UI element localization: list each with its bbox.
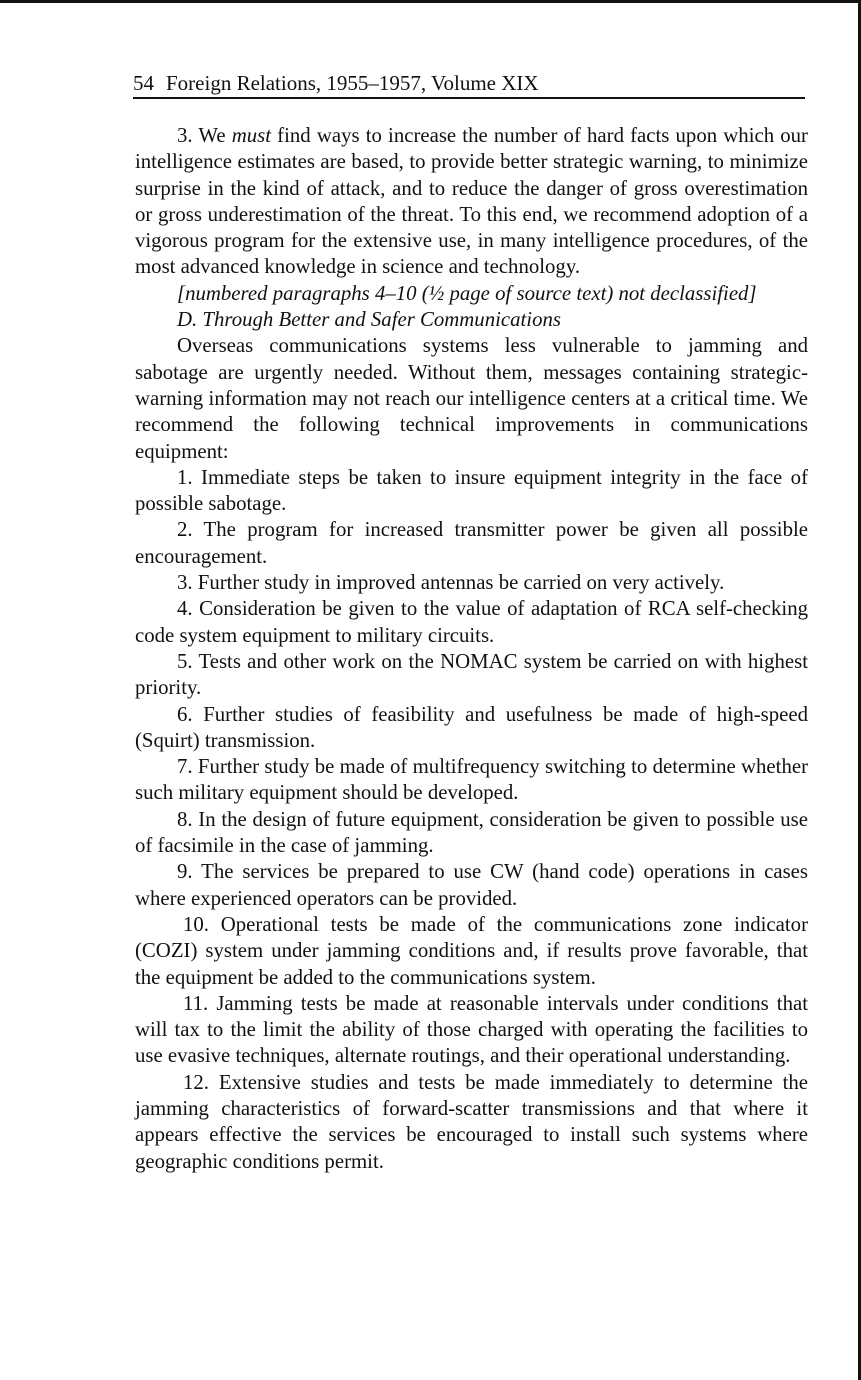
list-item: 5. Tests and other work on the NOMAC system be carried on with highest priority. xyxy=(135,649,808,700)
list-item: 11. Jamming tests be made at reasonable intervals under conditions that will tax to the limit the ability of those charged with operating the facilities to use evasive techniques, alternate routings, and their operational understanding. xyxy=(135,991,808,1068)
list-item: 7. Further study be made of multifrequency switching to determine whether such military equipment should be developed. xyxy=(135,755,808,805)
declassification-note: [numbered paragraphs 4–10 (½ page of source text) not declassified] xyxy=(177,281,757,305)
intro-paragraph: Overseas communications systems less vulnerable to jamming and sabotage are urgently needed. Without them, messages containing strategic-warning information may not reach our intelligence centers at a critical time. We recommend the following technical improvements in communications equipment: xyxy=(135,334,808,463)
paragraph-3-rest: find ways to increase the number of hard facts upon which our intelligence estimates are based, to provide better strategic warning, to minimize surprise in the kind of attack, and to reduce the danger of gross overestimation or gross underestimation of the threat. To this end, we recommend adoption of a vigorous program for the extensive use, in many intelligence procedures, of the most advanced knowledge in science and technology. xyxy=(135,124,808,279)
running-title: Foreign Relations, 1955–1957, Volume XIX xyxy=(166,71,539,95)
list-item: 6. Further studies of feasibility and usefulness be made of high-speed (Squirt) transmission. xyxy=(135,702,808,752)
paragraph-3-lead: 3. We xyxy=(177,124,232,147)
section-heading: D. Through Better and Safer Communications xyxy=(177,308,561,332)
list-item: 10. Operational tests be made of the communications zone indicator (COZI) system under jamming conditions and, if results prove favorable, that the equipment be added to the communications system. xyxy=(135,912,808,989)
list-item: 9. The services be prepared to use CW (hand code) operations in cases where experienced operators can be provided. xyxy=(135,860,808,910)
list-item: 8. In the design of future equipment, consideration be given to possible use of facsimile in the case of jamming. xyxy=(135,807,808,858)
paragraph-3-emphasis: must xyxy=(231,124,272,147)
list-item: 12. Extensive studies and tests be made immediately to determine the jamming characteristics of forward-scatter transmissions and that where it appears effective the services be encouraged to install such systems where geographic conditions permit. xyxy=(135,1070,808,1173)
list-item: 1. Immediate steps be taken to insure equipment integrity in the face of possible sabotage. xyxy=(135,465,808,516)
list-item: 2. The program for increased transmitter power be given all possible encouragement. xyxy=(135,518,808,568)
paragraph-3 xyxy=(135,123,808,281)
page-number: 54 xyxy=(133,71,154,95)
running-header xyxy=(133,69,805,99)
body-text xyxy=(135,123,808,1175)
list-item: 4. Consideration be given to the value of adaptation of RCA self-checking code system equipment to military circuits. xyxy=(135,597,808,647)
list-item: 3. Further study in improved antennas be carried on very actively. xyxy=(177,571,725,595)
